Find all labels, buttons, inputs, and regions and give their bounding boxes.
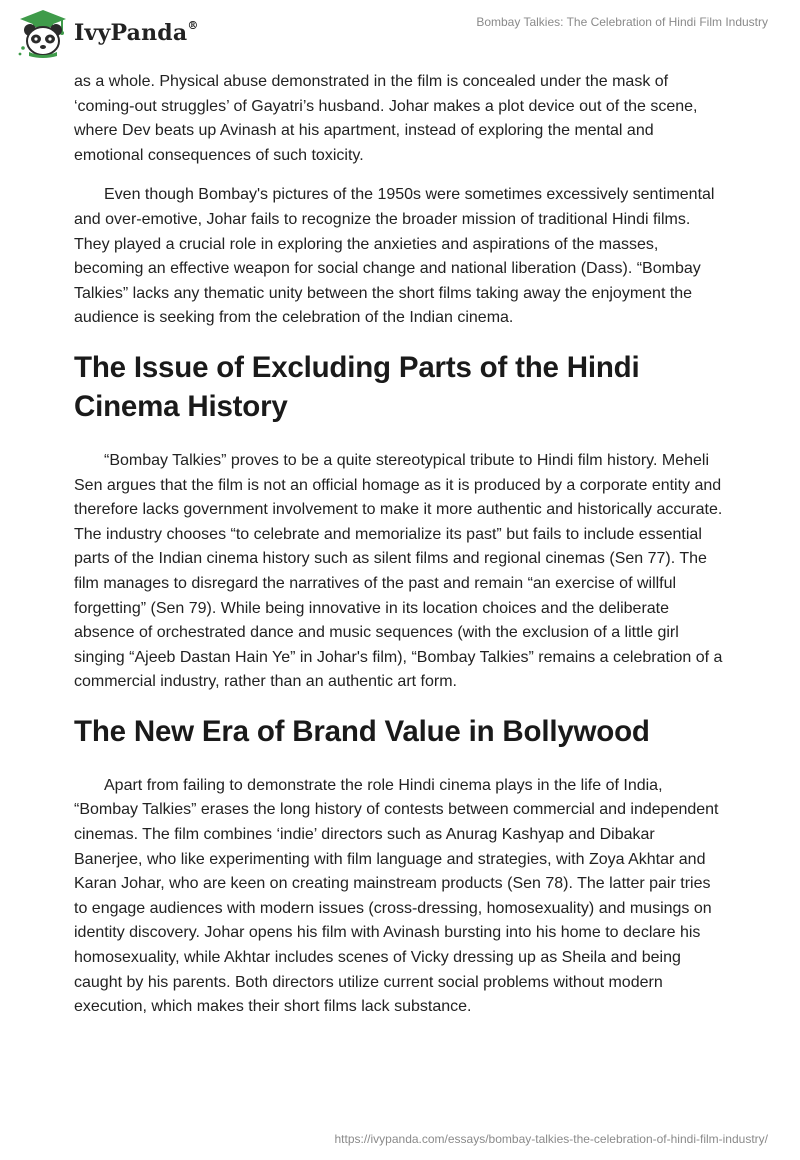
- paragraph-1: as a whole. Physical abuse demonstrated in the film is concealed under the mask of ‘coming-out struggles’ of Gayatri’s husband. Johar makes a plot device out of the scene, where Dev beats up Avinash at his apartment, instead of exploring the mental and emotional consequences of such toxicity.: [74, 73, 698, 164]
- section-heading-brand-value: The New Era of Brand Value in Bollywood: [74, 714, 650, 748]
- section-heading-excluding-parts: The Issue of Excluding Parts of the Hindi Cinema History: [74, 350, 640, 423]
- page-header: [0, 0, 800, 68]
- essay-body: [74, 70, 726, 1035]
- brand-name: IvyPanda®: [74, 18, 199, 46]
- ivypanda-logo[interactable]: [14, 8, 199, 58]
- document-title: Bombay Talkies: The Celebration of Hindi Film Industry: [476, 15, 768, 29]
- panda-graduate-icon: [14, 8, 72, 58]
- paragraph-4: Apart from failing to demonstrate the role Hindi cinema plays in the life of India, “Bombay Talkies” erases the long history of contests between commercial and independent cinemas. The film combines ‘indie’ directors such as Anurag Kashyap and Dibakar Banerjee, who like experimenting with film language and strategies, with Zoya Akhtar and Karan Johar, who are keen on creating mainstream products (Sen 78). The latter pair tries to engage audiences with modern issues (cross-dressing, homosexuality) and musings on identity discovery. Johar opens his film with Avinash bursting into his home to declare his homosexuality, while Akhtar includes scenes of Vicky dressing up as Sheila and being caught by his parents. Both directors utilize current social problems without modern execution, which makes their short films lack substance.: [74, 776, 719, 1016]
- source-url[interactable]: https://ivypanda.com/essays/bombay-talkies-the-celebration-of-hindi-film-industry/: [334, 1132, 768, 1146]
- registered-mark: ®: [187, 18, 199, 32]
- paragraph-3: “Bombay Talkies” proves to be a quite stereotypical tribute to Hindi film history. Meheli Sen argues that the film is not an official homage as it is produced by a corporate entity and therefore lacks government involvement to make it more authentic and historically accurate. The industry chooses “to celebrate and memorialize its past” but fails to include essential parts of the Indian cinema history such as silent films and regional cinemas (Sen 77). The film manages to disregard the narratives of the past and remain “an exercise of willful forgetting” (Sen 79). While being innovative in its location choices and the deliberate absence of orchestrated dance and music sequences (with the exclusion of a little girl singing “Ajeeb Dastan Hain Ye” in Johar's film), “Bombay Talkies” remains a celebration of a commercial industry, rather than an authentic art form.: [74, 451, 723, 691]
- paragraph-2: Even though Bombay's pictures of the 1950s were sometimes excessively sentimental and over-emotive, Johar fails to recognize the broader mission of traditional Hindi films. They played a crucial role in exploring the anxieties and aspirations of the masses, becoming an effective weapon for social change and national liberation (Dass). “Bombay Talkies” lacks any thematic unity between the short films taking away the enjoyment the audience is seeking from the celebration of the Indian cinema.: [74, 186, 715, 327]
